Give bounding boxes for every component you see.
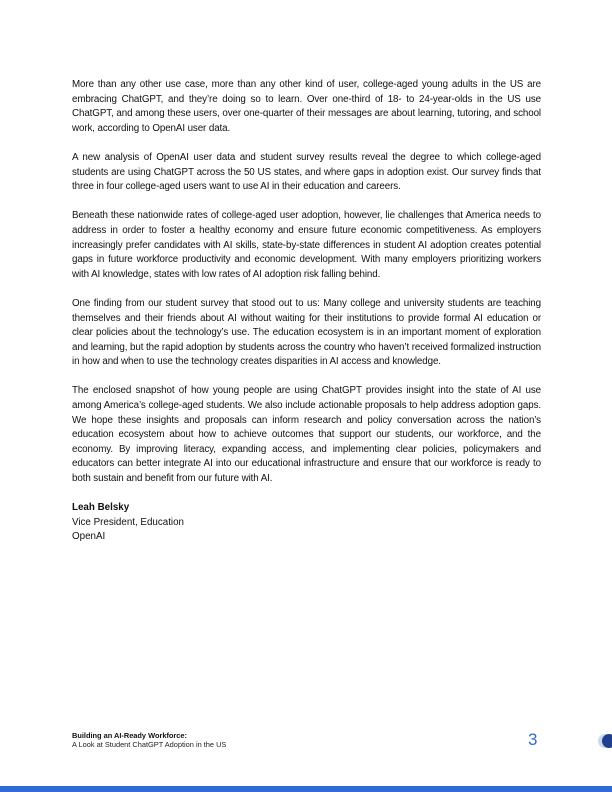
paragraph: Beneath these nationwide rates of college-aged user adoption, however, lie challenges that America needs to address in order to foster a healthy economy and ensure future economic competitiveness. As employers increasingly prefer candidates with AI skills, state-by-state differences in student AI adoption creates potential gaps in future workforce productivity and economic development. With many employers prioritizing workers with AI knowledge, states with low rates of AI adoption risk falling behind. — [72, 210, 541, 280]
footer-title: Building an AI-Ready Workforce: — [72, 731, 187, 740]
letter-body — [72, 78, 541, 545]
page-footer — [72, 731, 372, 749]
page-number: 3 — [528, 730, 538, 749]
signature-org: OpenAI — [72, 531, 106, 543]
signature-name: Leah Belsky — [72, 502, 130, 514]
paragraph: A new analysis of OpenAI user data and student survey results reveal the degree to which college-aged students are using ChatGPT across the 50 US states, and where gaps in adoption exist. Our survey finds that three in four college-aged users want to use AI in their education and careers. — [72, 151, 541, 193]
signature-block — [72, 501, 541, 545]
paragraph: The enclosed snapshot of how young people are using ChatGPT provides insight into the state of AI use among America’s college-aged students. We also include actionable proposals to help address adoption gaps. We hope these insights and proposals can inform research and policy conversation across the nation’s education ecosystem about how to achieve outcomes that support our students, our workforce, and the economy. By improving literacy, expanding access, and implementing clear policies, policymakers and educators can better integrate AI into our educational infrastructure and ensure that our workforce is ready to both sustain and benefit from our future with AI. — [72, 385, 541, 485]
signature-title: Vice President, Education — [72, 516, 185, 528]
bottom-accent-bar — [0, 786, 612, 792]
paragraph: One finding from our student survey that stood out to us: Many college and university students are teaching themselves and their friends about AI without waiting for their institutions to provide formal AI education or clear policies about the technology’s use. The education ecosystem is in an important moment of exploration and learning, but the rapid adoption by students across the country who haven’t received formalized instruction in how and when to use the technology creates disparities in AI access and knowledge. — [72, 297, 541, 368]
paragraph: More than any other use case, more than any other kind of user, college-aged young adults in the US are embracing ChatGPT, and they’re doing so to learn. Over one-third of 18- to 24-year-olds in the US use ChatGPT, and among these users, over one-quarter of their messages are about learning, tutoring, and school work, according to OpenAI user data. — [72, 79, 541, 134]
decorative-circles-icon — [594, 732, 612, 750]
footer-subtitle: A Look at Student ChatGPT Adoption in the US — [72, 740, 227, 749]
